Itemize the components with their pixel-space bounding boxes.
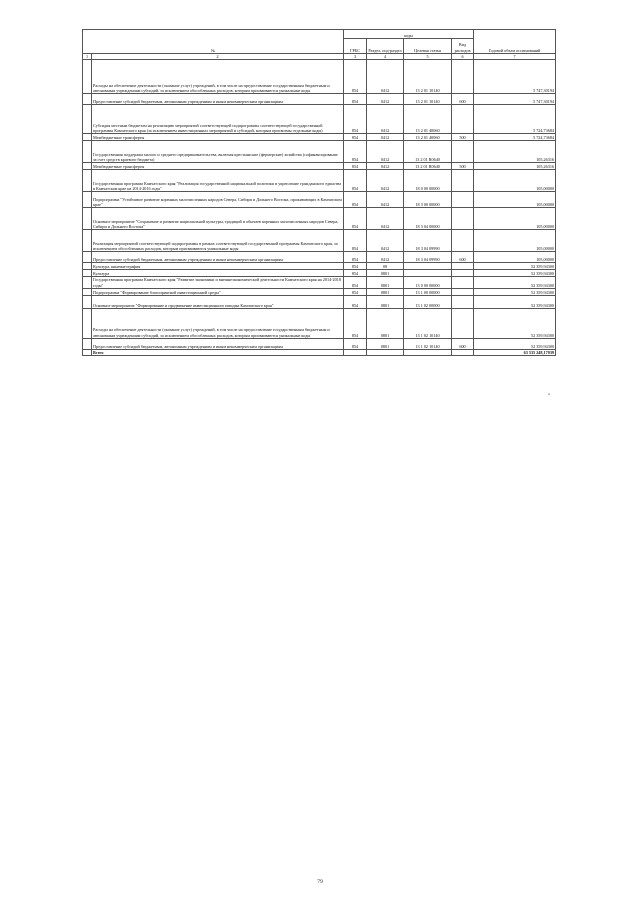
row-vid: 600 xyxy=(452,252,474,263)
row-amount: 5 747,30194 xyxy=(474,60,556,94)
row-name: Культура, кинематография xyxy=(92,263,344,270)
row-amount: 52 359,94300 xyxy=(474,263,556,270)
row-vid: 600 xyxy=(452,94,474,105)
row-number xyxy=(83,338,92,349)
row-amount: 5 724,73684 xyxy=(474,105,556,134)
row-target: 13 2 01 40060 xyxy=(404,134,452,141)
row-name: Подпрограмма "Устойчивое развитие коренных малочисленных народов Севера, Сибири и Дальнего Востока, проживающих в Камчатском крае" xyxy=(92,192,344,208)
row-razdel: 0801 xyxy=(367,288,404,295)
table-row xyxy=(83,252,556,263)
row-amount: 105,00000 xyxy=(474,170,556,192)
row-vid xyxy=(452,170,474,192)
table-row xyxy=(83,338,556,349)
row-razdel: 0801 xyxy=(367,270,404,277)
row-amount: 105,00000 xyxy=(474,252,556,263)
row-name: Межбюджетные трансферты xyxy=(92,163,344,170)
total-row xyxy=(83,349,556,355)
row-name: Предоставление субсидий бюджетным, автономным учреждениям и иным некоммерческим организациям xyxy=(92,252,344,263)
row-number xyxy=(83,192,92,208)
table-body xyxy=(83,60,556,350)
total-empty-grbs xyxy=(344,349,367,355)
budget-table xyxy=(82,29,556,356)
row-razdel: 0801 xyxy=(367,295,404,308)
row-number xyxy=(83,263,92,270)
row-name: Субсидия местным бюджетам на реализацию мероприятий соответствующей подпрограммы соответствующей государственной программы Камчатского края (за исключением инвестиционных мероприятий и субсидий, которым присвоены отдельные коды) xyxy=(92,105,344,134)
row-target: 13 2 01 40060 xyxy=(404,105,452,134)
row-number xyxy=(83,230,92,252)
row-amount: 52 359,94300 xyxy=(474,288,556,295)
row-target: 18 3 04 09990 xyxy=(404,252,452,263)
row-grbs: 854 xyxy=(344,277,367,289)
row-number xyxy=(83,252,92,263)
row-name: Государственная программа Камчатского края "Развитие экономики и внешнеэкономической деятельности Камчатского края на 2014-2018 годы" xyxy=(92,277,344,289)
header-vid: Вид расходов xyxy=(452,39,474,54)
table-row xyxy=(83,94,556,105)
row-target: 18 3 04 09990 xyxy=(404,230,452,252)
row-amount: 105,00000 xyxy=(474,192,556,208)
total-empty-target xyxy=(404,349,452,355)
row-razdel: 08 xyxy=(367,263,404,270)
row-amount: 105,26316 xyxy=(474,163,556,170)
table-row xyxy=(83,277,556,289)
row-amount: 52 359,94300 xyxy=(474,270,556,277)
row-number xyxy=(83,270,92,277)
row-razdel: 0412 xyxy=(367,192,404,208)
row-vid xyxy=(452,141,474,163)
row-razdel: 0801 xyxy=(367,277,404,289)
header-grbs: ГРБС xyxy=(344,39,367,54)
row-grbs: 854 xyxy=(344,208,367,230)
row-amount: 5 747,30194 xyxy=(474,94,556,105)
column-index: 2 xyxy=(92,54,344,60)
row-name: Реализация мероприятий соответствующей подпрограммы в рамках соответствующей государственной программы Камчатского края, за исключением обособленных расходов, которым присваиваются уникальные коды xyxy=(92,230,344,252)
row-razdel: 0412 xyxy=(367,230,404,252)
row-grbs: 854 xyxy=(344,295,367,308)
total-amount: 63 535 248,17039 xyxy=(474,349,556,355)
row-number xyxy=(83,105,92,134)
row-vid xyxy=(452,270,474,277)
row-name: Государственная программа Камчатского края "Реализация государственной национальной политики и укрепление гражданского единства в Камчатском крае на 2014-2016 годы" xyxy=(92,170,344,192)
row-target xyxy=(404,270,452,277)
row-amount: 52 359,94300 xyxy=(474,295,556,308)
row-target: 13 1 00 00000 xyxy=(404,288,452,295)
row-amount: 52 359,94300 xyxy=(474,308,556,338)
row-number xyxy=(83,277,92,289)
row-number xyxy=(83,141,92,163)
table-row xyxy=(83,60,556,94)
row-name: Основное мероприятие "Сохранение и развитие национальной культуры, традиций и обычаев коренных малочисленных народов Севера, Сибири и Дальнего Востока" xyxy=(92,208,344,230)
row-name: Расходы на обеспечение деятельности (оказание услуг) учреждений, в том числе на предоставление государственным бюджетным и автономным учреждениям субсидий, за исключением обособленных расходов, которым присваиваются уникальные коды xyxy=(92,308,344,338)
table-row xyxy=(83,308,556,338)
row-name: Основное мероприятие "Формирование и продвижение инвестиционного имиджа Камчатского края" xyxy=(92,295,344,308)
row-vid xyxy=(452,308,474,338)
row-razdel: 0801 xyxy=(367,338,404,349)
table-row xyxy=(83,163,556,170)
row-grbs: 854 xyxy=(344,270,367,277)
column-index: 1 xyxy=(83,54,92,60)
row-target: 13 1 02 00000 xyxy=(404,295,452,308)
row-grbs: 854 xyxy=(344,60,367,94)
row-name: Расходы на обеспечение деятельности (оказание услуг) учреждений, в том числе на предоставление государственным бюджетным и автономным учреждениям субсидий, за исключением обособленных расходов, которым присваиваются уникальные коды xyxy=(92,60,344,94)
row-name: Предоставление субсидий бюджетным, автономным учреждениям и иным некоммерческим организациям xyxy=(92,94,344,105)
row-razdel: 0412 xyxy=(367,163,404,170)
row-grbs: 854 xyxy=(344,230,367,252)
row-grbs: 854 xyxy=(344,105,367,134)
row-amount: 105,00000 xyxy=(474,230,556,252)
row-name: Государственная поддержка малого и среднего предпринимательства, включая крестьянские (фермерские) хозяйства (софинансирование за счет средств краевого бюджета) xyxy=(92,141,344,163)
table-row xyxy=(83,295,556,308)
row-amount: 52 359,94300 xyxy=(474,338,556,349)
table-row xyxy=(83,134,556,141)
row-vid xyxy=(452,105,474,134)
header-codes: коды xyxy=(344,30,474,39)
row-razdel: 0412 xyxy=(367,94,404,105)
row-target: 13 2 01 R0640 xyxy=(404,163,452,170)
table-row xyxy=(83,192,556,208)
row-target: 18 3 00 00000 xyxy=(404,192,452,208)
row-razdel: 0412 xyxy=(367,60,404,94)
row-razdel: 0412 xyxy=(367,134,404,141)
row-grbs: 854 xyxy=(344,288,367,295)
row-grbs: 854 xyxy=(344,170,367,192)
header-number: № xyxy=(83,30,344,54)
table-row xyxy=(83,208,556,230)
row-name: Предоставление субсидий бюджетным, автономным учреждениям и иным некоммерческим организациям xyxy=(92,338,344,349)
row-vid xyxy=(452,230,474,252)
total-label: Всего xyxy=(92,349,344,355)
row-grbs: 854 xyxy=(344,141,367,163)
table-row xyxy=(83,230,556,252)
total-num xyxy=(83,349,92,355)
table-row xyxy=(83,170,556,192)
row-name: Культура xyxy=(92,270,344,277)
total-empty-razdel xyxy=(367,349,404,355)
column-index: 7 xyxy=(474,54,556,60)
row-grbs: 854 xyxy=(344,192,367,208)
row-number xyxy=(83,134,92,141)
row-target: 18 0 00 00000 xyxy=(404,170,452,192)
row-name: Межбюджетные трансферты xyxy=(92,134,344,141)
row-razdel: 0412 xyxy=(367,208,404,230)
row-target: 13 1 02 10140 xyxy=(404,308,452,338)
header-razdel: Раздел, под-раздел xyxy=(367,39,404,54)
column-index: 5 xyxy=(404,54,452,60)
row-target: 13 2 01 10140 xyxy=(404,60,452,94)
row-razdel: 0412 xyxy=(367,170,404,192)
row-target: 13 1 02 10140 xyxy=(404,338,452,349)
row-number xyxy=(83,295,92,308)
row-grbs: 854 xyxy=(344,263,367,270)
row-grbs: 854 xyxy=(344,134,367,141)
row-target: 13 0 00 00000 xyxy=(404,277,452,289)
header-volume: Годовой объем ассигнований xyxy=(474,30,556,54)
row-number xyxy=(83,308,92,338)
row-vid xyxy=(452,208,474,230)
row-grbs: 854 xyxy=(344,163,367,170)
row-amount: 105,26316 xyxy=(474,141,556,163)
row-vid xyxy=(452,295,474,308)
row-amount: 52 359,94300 xyxy=(474,277,556,289)
row-vid xyxy=(452,288,474,295)
row-razdel: 0412 xyxy=(367,105,404,134)
row-vid: 500 xyxy=(452,163,474,170)
row-amount: 105,00000 xyxy=(474,208,556,230)
row-razdel: 0412 xyxy=(367,141,404,163)
row-grbs: 854 xyxy=(344,252,367,263)
row-razdel: 0412 xyxy=(367,252,404,263)
row-vid xyxy=(452,192,474,208)
table-row xyxy=(83,263,556,270)
column-index: 4 xyxy=(367,54,404,60)
row-amount: 5 724,73684 xyxy=(474,134,556,141)
row-vid xyxy=(452,263,474,270)
row-number xyxy=(83,94,92,105)
row-name: Подпрограмма "Формирование благоприятной инвестиционной среды" xyxy=(92,288,344,295)
row-target xyxy=(404,263,452,270)
header-target: Целевая статья xyxy=(404,39,452,54)
row-number xyxy=(83,288,92,295)
total-empty-vid xyxy=(452,349,474,355)
table-row xyxy=(83,141,556,163)
table-row xyxy=(83,270,556,277)
row-number xyxy=(83,60,92,94)
row-vid: 600 xyxy=(452,338,474,349)
row-target: 13 2 01 10140 xyxy=(404,94,452,105)
page-number: 79 xyxy=(317,879,323,885)
column-index: 6 xyxy=(452,54,474,60)
row-number xyxy=(83,163,92,170)
table-row xyxy=(83,105,556,134)
row-razdel: 0801 xyxy=(367,308,404,338)
row-target: 18 3 04 00000 xyxy=(404,208,452,230)
row-grbs: 854 xyxy=(344,94,367,105)
row-vid: 500 xyxy=(452,134,474,141)
row-target: 13 2 01 R0640 xyxy=(404,141,452,163)
continuation-mark: » xyxy=(548,391,550,396)
row-vid xyxy=(452,277,474,289)
row-vid xyxy=(452,60,474,94)
row-number xyxy=(83,170,92,192)
table-row xyxy=(83,288,556,295)
row-grbs: 854 xyxy=(344,308,367,338)
row-number xyxy=(83,208,92,230)
row-grbs: 854 xyxy=(344,338,367,349)
column-index: 3 xyxy=(344,54,367,60)
